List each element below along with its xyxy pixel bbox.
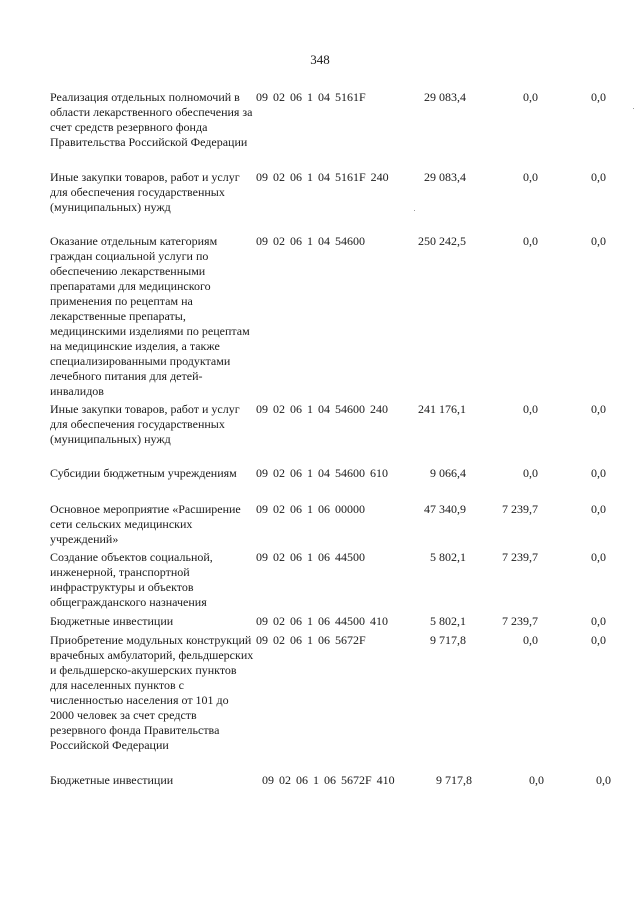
row-value-1: 250 242,5	[418, 234, 466, 248]
scan-speck	[633, 108, 634, 109]
row-code: 09 02 06 1 04 54600 610	[256, 466, 388, 480]
row-value-3: 0,0	[591, 234, 606, 248]
row-value-1: 9 717,8	[436, 773, 472, 787]
row-name: Субсидии бюджетным учреждениям	[50, 466, 237, 480]
row-name: Бюджетные инвестиции	[50, 614, 174, 628]
row-value-2: 7 239,7	[502, 502, 538, 516]
row-value-3: 0,0	[591, 633, 606, 647]
row-value-3: 0,0	[591, 170, 606, 184]
row-value-2: 0,0	[529, 773, 544, 787]
row-value-3: 0,0	[591, 550, 606, 564]
row-code: 09 02 06 1 06 44500	[256, 550, 365, 564]
row-value-2: 0,0	[523, 90, 538, 104]
row-value-3: 0,0	[596, 773, 611, 787]
row-value-1: 9 717,8	[430, 633, 466, 647]
row-value-1: 47 340,9	[424, 502, 466, 516]
row-code: 09 02 06 1 06 5672F	[256, 633, 366, 647]
row-code: 09 02 06 1 04 54600 240	[256, 402, 388, 416]
row-value-3: 0,0	[591, 90, 606, 104]
scan-speck	[414, 210, 415, 211]
row-name: Иные закупки товаров, работ и услуг для обеспечения государственных (муниципальных) нужд	[50, 170, 240, 214]
row-name: Реализация отдельных полномочий в области лекарственного обеспечения за счет средств резервного фонда Правительства Российской Федерации	[50, 90, 253, 149]
row-code: 09 02 06 1 06 44500 410	[256, 614, 388, 628]
row-code: 09 02 06 1 04 5161F	[256, 90, 366, 104]
row-value-1: 29 083,4	[424, 170, 466, 184]
row-value-1: 5 802,1	[430, 550, 466, 564]
row-name: Иные закупки товаров, работ и услуг для обеспечения государственных (муниципальных) нужд	[50, 402, 240, 446]
row-name: Основное мероприятие «Расширение сети сельских медицинских учреждений»	[50, 502, 241, 546]
row-name: Создание объектов социальной, инженерной, транспортной инфраструктуры и объектов общегражданского назначения	[50, 550, 213, 609]
page-number: 348	[310, 52, 330, 67]
row-value-2: 7 239,7	[502, 614, 538, 628]
row-code: 09 02 06 1 04 5161F 240	[256, 170, 389, 184]
row-code: 09 02 06 1 06 5672F 410	[262, 773, 395, 787]
row-code: 09 02 06 1 06 00000	[256, 502, 365, 516]
row-name: Бюджетные инвестиции	[50, 773, 174, 787]
row-value-3: 0,0	[591, 466, 606, 480]
row-name: Оказание отдельным категориям граждан социальной услуги по обеспечению лекарственными препаратами для медицинского применения по рецептам на лекарственные препараты, медицинскими изделиями по рецептам на медицинские изделия, а также специализированными продуктами лечебного питания для детей-инвалидов	[50, 234, 250, 398]
row-name: Приобретение модульных конструкций врачебных амбулаторий, фельдшерских и фельдшерско-акушерских пунктов для населенных пунктов с численностью населения от 101 до 2000 человек за счет средств резервного фонда Правительства Российской Федерации	[50, 633, 254, 752]
row-value-2: 7 239,7	[502, 550, 538, 564]
row-value-3: 0,0	[591, 502, 606, 516]
row-value-2: 0,0	[523, 402, 538, 416]
row-value-3: 0,0	[591, 402, 606, 416]
row-value-1: 29 083,4	[424, 90, 466, 104]
row-value-2: 0,0	[523, 170, 538, 184]
row-value-1: 241 176,1	[418, 402, 466, 416]
row-value-2: 0,0	[523, 633, 538, 647]
row-value-1: 9 066,4	[430, 466, 466, 480]
row-value-1: 5 802,1	[430, 614, 466, 628]
row-value-3: 0,0	[591, 614, 606, 628]
row-value-2: 0,0	[523, 466, 538, 480]
row-code: 09 02 06 1 04 54600	[256, 234, 365, 248]
row-value-2: 0,0	[523, 234, 538, 248]
